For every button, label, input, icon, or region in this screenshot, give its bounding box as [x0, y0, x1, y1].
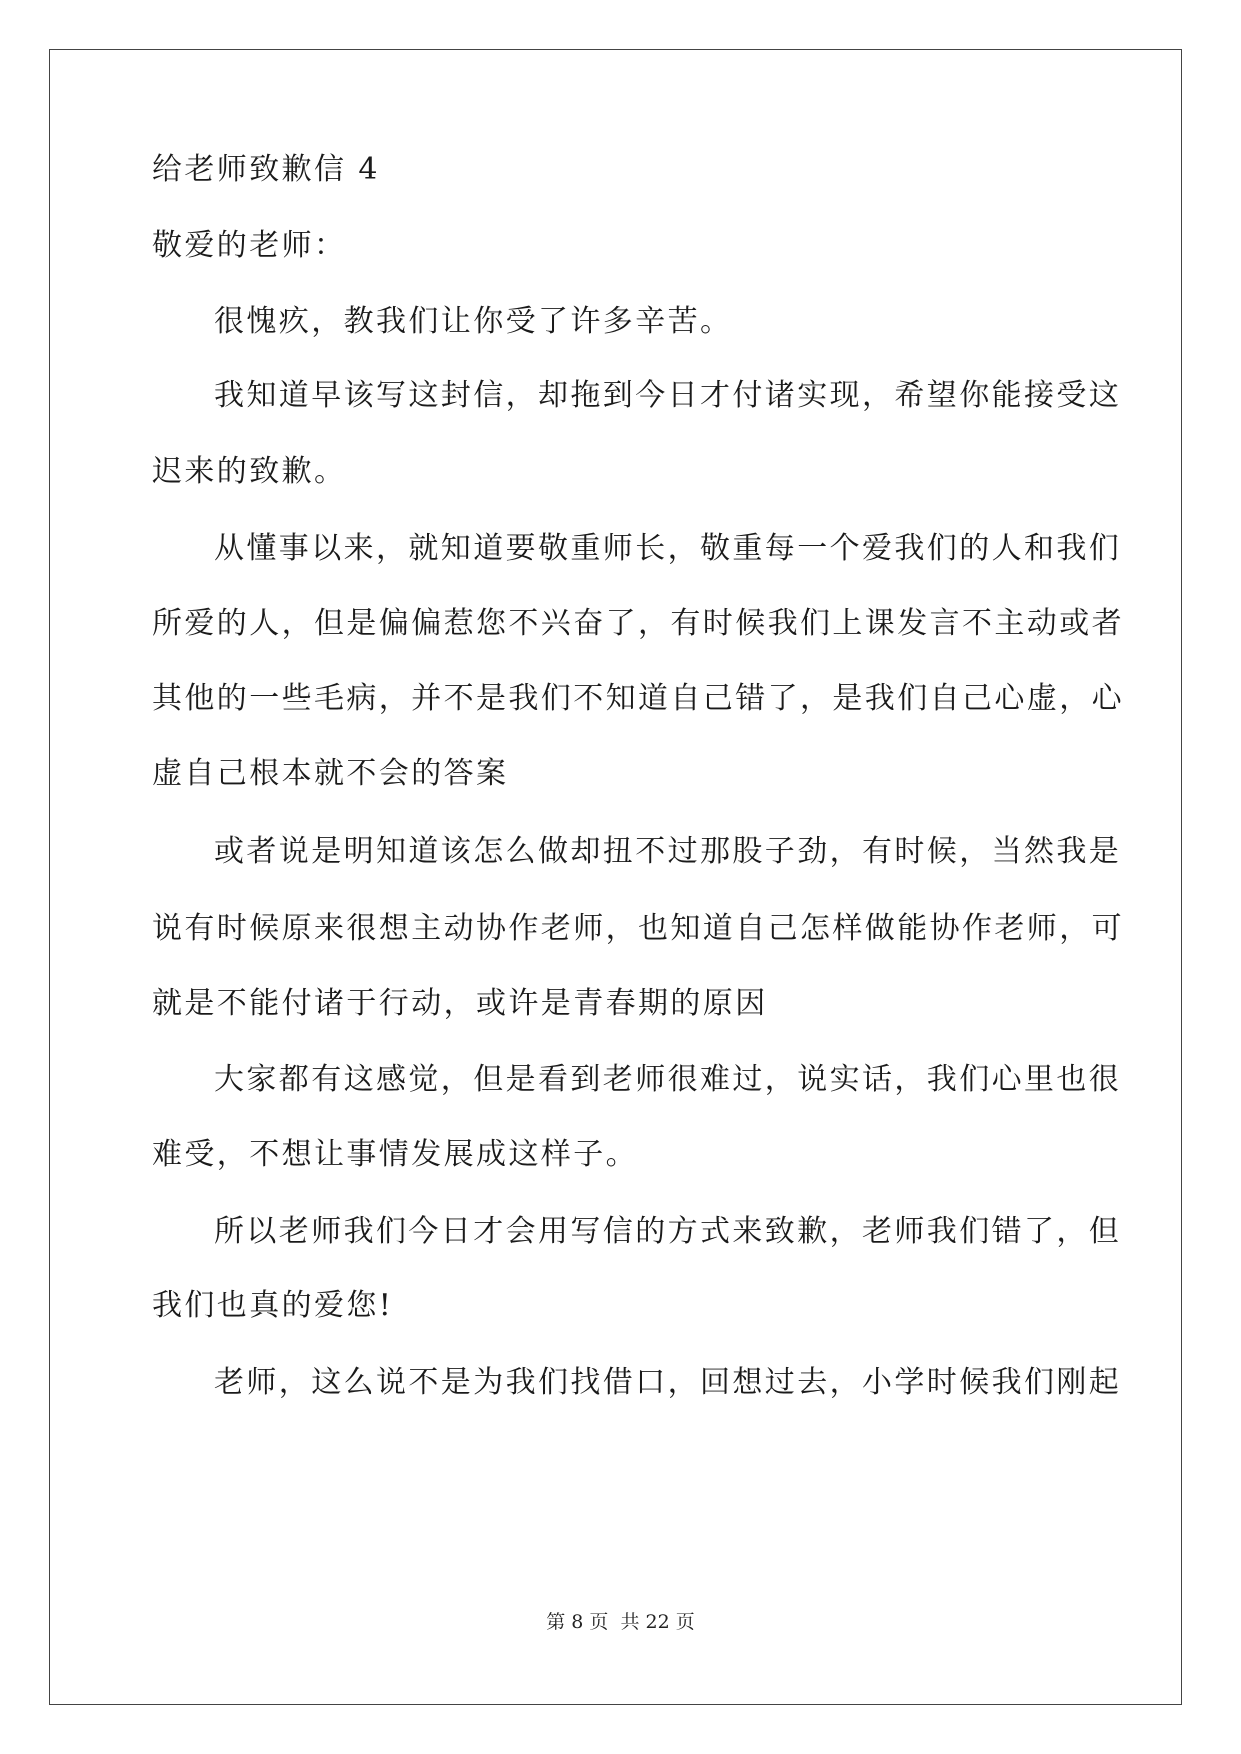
- paragraph-line: 说有时候原来很想主动协作老师，也知道自己怎样做能协作老师，可: [152, 911, 1124, 946]
- paragraph-line: 很愧疚，教我们让你受了许多辛苦。: [214, 304, 733, 339]
- paragraph-line: 难受，不想让事情发展成这样子。: [152, 1137, 638, 1172]
- paragraph-line: 所爱的人，但是偏偏惹您不兴奋了，有时候我们上课发言不主动或者: [152, 606, 1124, 641]
- paragraph-line: 虚自己根本就不会的答案: [152, 756, 509, 791]
- page-border: [49, 49, 1182, 1705]
- page-total: 共 22 页: [620, 1611, 695, 1633]
- salutation: 敬爱的老师：: [152, 228, 347, 263]
- paragraph-line: 从懂事以来，就知道要敬重师长，敬重每一个爱我们的人和我们: [214, 531, 1122, 566]
- paragraph-line: 其他的一些毛病，并不是我们不知道自己错了，是我们自己心虚，心: [152, 681, 1124, 716]
- paragraph-line: 所以老师我们今日才会用写信的方式来致歉，老师我们错了，但: [214, 1214, 1122, 1249]
- page-number: 第 8 页: [546, 1611, 609, 1633]
- document-title: 给老师致歉信 4: [152, 152, 380, 187]
- page-footer: [0, 1610, 1241, 1634]
- paragraph-line: 我们也真的爱您!: [152, 1288, 394, 1323]
- paragraph-line: 迟来的致歉。: [152, 454, 347, 489]
- paragraph-line: 或者说是明知道该怎么做却扭不过那股子劲，有时候，当然我是: [214, 834, 1122, 869]
- paragraph-line: 老师，这么说不是为我们找借口，回想过去，小学时候我们刚起: [214, 1365, 1122, 1400]
- paragraph-line: 我知道早该写这封信，却拖到今日才付诸实现，希望你能接受这: [214, 378, 1122, 413]
- paragraph-line: 大家都有这感觉，但是看到老师很难过，说实话，我们心里也很: [214, 1062, 1122, 1097]
- paragraph-line: 就是不能付诸于行动，或许是青春期的原因: [152, 986, 768, 1021]
